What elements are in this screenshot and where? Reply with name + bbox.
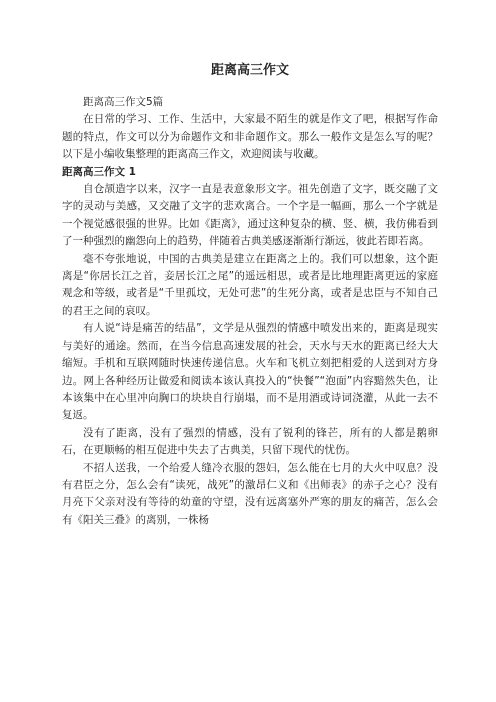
- body-paragraph: 自仓颉造字以来，汉字一直是表意象形文字。祖先创造了文字，既交融了文字的灵动与美感，又交融了文字的悲欢离合。一个字是一幅画，那么一个字就是一个视觉感很强的世界。比如《距离》，通过这种复杂的横、竖、横，我仿佛看到了一种强烈的幽怨向上的趋势，伴随着古典美感逐渐渐行渐远，彼此若即若离。: [62, 183, 438, 248]
- body-paragraph: 有人说“诗是痛苦的结晶”，文学是从强烈的情感中喷发出来的，距离是现实与美好的通途。然而，在当今信息高速发展的社会，天水与天水的距离已经大大缩短。手机和互联网随时快速传递信息。火车和飞机立刻把相爱的人送到对方身边。网上各种经历让做爱和阅读本该认真投入的“快餐”“泡面”内容黯然失色，让本该集中在心里冲向胸口的块块自行崩塌，而不是用酒或诗词浇灌，从此一去不复返。: [62, 322, 438, 422]
- body-paragraph: 不招人送我，一个给爱人缝冷衣服的怨妇，怎么能在七月的大火中叹息？没有君臣之分，怎么会有“读死，战死”的激昂仁义和《出师表》的赤子之心？没有月亮下父亲对没有等待的幼童的守望，没有远离塞外严寒的朋友的痛苦，怎么会有《阳关三叠》的离别，一株杨: [62, 461, 438, 526]
- document-subtitle: 距离高三作文5篇: [83, 96, 164, 108]
- section-heading: 距离高三作文 1: [62, 165, 136, 178]
- intro-paragraph: 在日常的学习、工作、生活中，大家最不陌生的就是作文了吧，根据写作命题的特点，作文可以分为命题作文和非命题作文。那么一般作文是怎么写的呢？以下是小编收集整理的距离高三作文，欢迎阅读与收藏。: [62, 113, 438, 161]
- body-paragraph: 毫不夸张地说，中国的古典美是建立在距离之上的。我们可以想象，这个距离是“你居长江之首，妾居长江之尾”的遥远相思，或者是比地理距离更远的家庭观念和等级，或者是“千里孤坟，无处可悲”的生死分离，或者是忠臣与不知自己的君王之间的哀叹。: [62, 252, 438, 317]
- body-paragraph: 没有了距离，没有了强烈的情感，没有了锐利的锋芒，所有的人都是鹅卵石，在更顺畅的相互促进中失去了古典美，只留下现代的忧伤。: [62, 426, 438, 457]
- document-title: 距离高三作文: [210, 63, 289, 78]
